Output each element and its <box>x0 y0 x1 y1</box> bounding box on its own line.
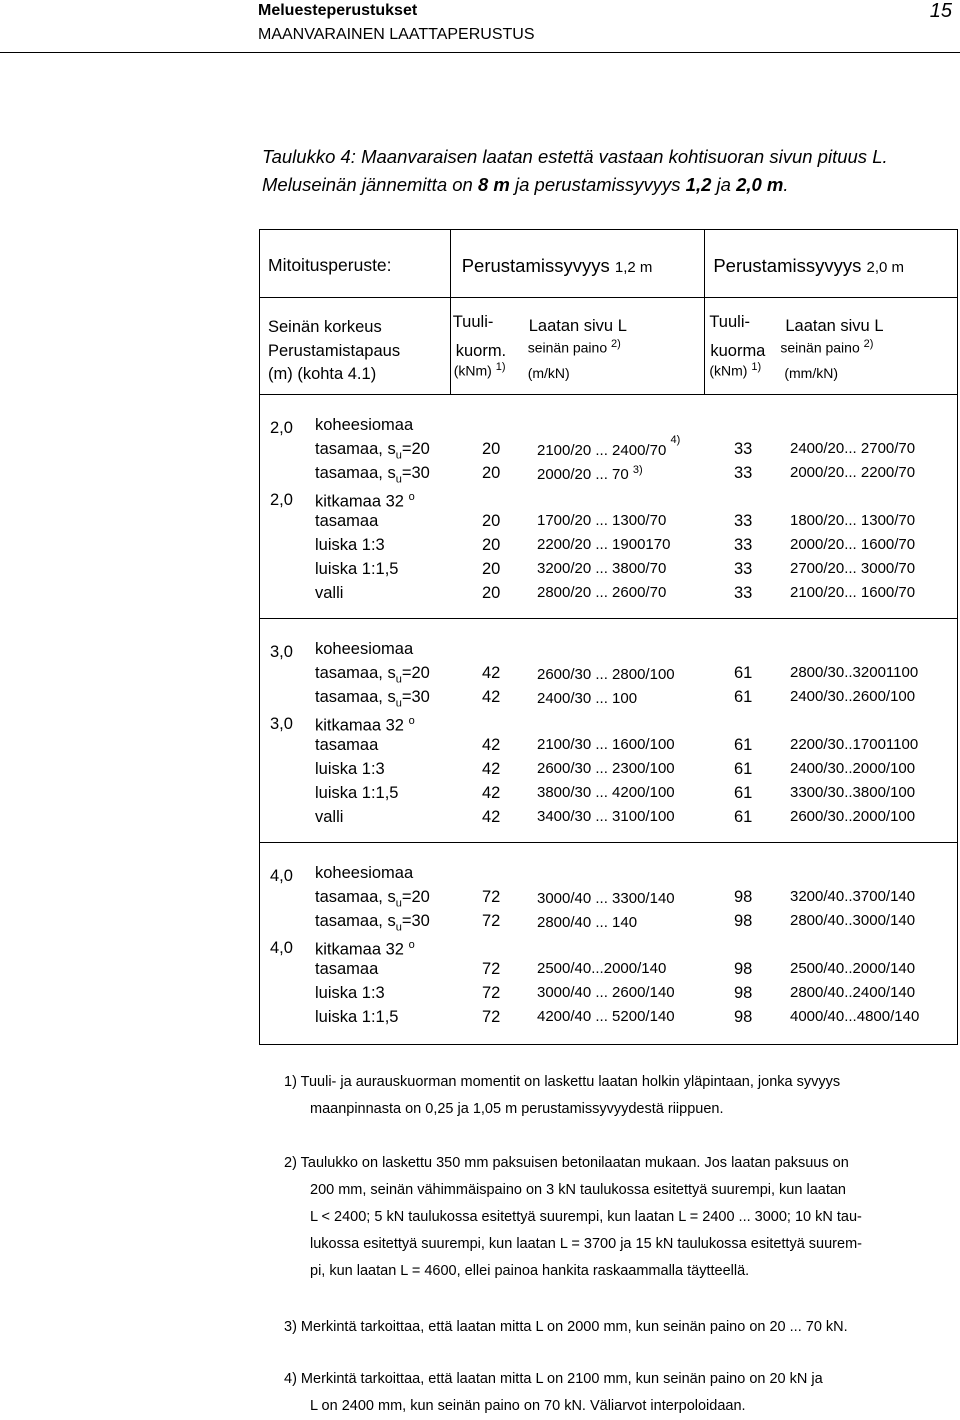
slab-side-12: 2600/30 ... 2300/100 <box>537 760 675 777</box>
block-h30 <box>260 619 958 843</box>
row-label: luiska 1:3 <box>315 984 385 1002</box>
wall-height-value: 4,0 <box>270 939 293 957</box>
wind-load-20: 33 <box>734 584 753 602</box>
row-label: tasamaa <box>315 960 379 978</box>
block-cell <box>260 843 958 1045</box>
slab-side-12: 2800/20 ... 2600/70 <box>537 584 667 601</box>
wall-height-value: 3,0 <box>270 715 293 733</box>
wind-load-20: 61 <box>734 688 753 706</box>
row-su30-label: tasamaa, $s_u=30$ <box>315 912 430 934</box>
row-su30-label: tasamaa, $s_u=30$ <box>315 464 430 486</box>
slab-side-12: 2200/20 ... 1900170 <box>537 536 671 553</box>
slab-side-20: 2200/30..17001100 <box>790 736 919 753</box>
header-20-subcols: Tuuli- kuorma (kNm) $^{1)}$ Laatan sivu L seinän paino $^{2)}$ (mm/kN) <box>705 298 958 395</box>
wind-load-12: 42 <box>482 688 501 706</box>
row-label: valli <box>315 808 344 826</box>
slab-side-20: 3200/40..3700/140 <box>790 888 916 905</box>
wind-load-20: 98 <box>734 960 753 978</box>
slab-side-20: 2400/20... 2700/70 <box>790 440 916 457</box>
document-subtitle: MAANVARAINEN LAATTAPERUSTUS <box>258 26 535 43</box>
slab-side-12: 2600/30 ... 2800/100 <box>537 666 675 683</box>
wind-load-12: 72 <box>482 984 501 1002</box>
friction-soil-label: kitkamaa 32 $^o$ <box>315 715 415 735</box>
wind-load-12: 72 <box>482 912 501 930</box>
wind-load-12: 20 <box>482 536 501 554</box>
table-caption-line2: Meluseinän jännemitta on 8 m ja perustamissyvyys 1,2 ja 2,0 m. <box>262 174 789 195</box>
wall-height-value: 3,0 <box>270 643 293 661</box>
header-depth-12-cell: Perustamissyvyys 1,2 m <box>450 230 705 298</box>
row-label: luiska 1:3 <box>315 536 385 554</box>
friction-soil-label: kitkamaa 32 $^o$ <box>315 939 415 959</box>
footnote-1: 1) Tuuli- ja aurauskuorman momentit on laskettu laatan holkin yläpintaan, jonka syvyys maanpinnasta on 0,25 ja 1,05 m perustamissyvyydestä riippuen. <box>284 1074 841 1117</box>
wind-load-12: 72 <box>482 888 501 906</box>
slab-side-12: 3000/40 ... 2600/140 <box>537 984 675 1001</box>
slab-side-12: 2100/20 ... 2400/70 $^{4)}$ <box>537 434 681 459</box>
wind-load-20: 33 <box>734 536 753 554</box>
header-criteria-cell: Mitoitusperuste: <box>260 230 451 298</box>
wind-load-12: 42 <box>482 736 501 754</box>
wind-load-12: 42 <box>482 784 501 802</box>
wind-load-20: 98 <box>734 984 753 1002</box>
row-label: tasamaa <box>315 736 379 754</box>
slab-side-20: 1800/20... 1300/70 <box>790 512 916 529</box>
slab-side-20: 2400/30..2000/100 <box>790 760 916 777</box>
cohesion-soil-label: koheesiomaa <box>315 416 414 434</box>
wind-load-12: 72 <box>482 1008 501 1026</box>
header-depth-20-cell: Perustamissyvyys 2,0 m <box>705 230 958 298</box>
wind-load-20: 61 <box>734 664 753 682</box>
table-caption-line1: Taulukko 4: Maanvaraisen laatan estettä vastaan kohtisuoran sivun pituus L. <box>262 146 888 167</box>
wind-load-12: 20 <box>482 584 501 602</box>
page-number: 15 <box>929 0 952 22</box>
row-su20-label: tasamaa, $s_u=20$ <box>315 664 430 686</box>
friction-soil-label: kitkamaa 32 $^o$ <box>315 491 415 511</box>
row-label: valli <box>315 584 344 602</box>
slab-side-20: 2600/30..2000/100 <box>790 808 916 825</box>
document-title: Meluesteperustukset <box>258 2 418 19</box>
slab-side-12: 3400/30 ... 3100/100 <box>537 808 675 825</box>
wind-load-20: 33 <box>734 440 753 458</box>
slab-side-20: 4000/40...4800/140 <box>790 1008 920 1025</box>
slab-side-20: 2800/40..3000/140 <box>790 912 916 929</box>
block-cell <box>260 395 958 619</box>
wind-load-20: 33 <box>734 560 753 578</box>
footnote-4: 4) Merkintä tarkoittaa, että laatan mitta L on 2100 mm, kun seinän paino on 20 kN ja L on 2400 mm, kun seinän paino on 70 kN. Väliarvot interpoloidaan. <box>284 1371 823 1414</box>
wall-height-value: 2,0 <box>270 419 293 437</box>
footnote-3: 3) Merkintä tarkoittaa, että laatan mitta L on 2000 mm, kun seinän paino on 20 ... 70 kN. <box>284 1319 848 1335</box>
block-h40 <box>260 843 958 1045</box>
slab-side-20: 3300/30..3800/100 <box>790 784 916 801</box>
wind-load-20: 61 <box>734 736 753 754</box>
wind-load-12: 20 <box>482 560 501 578</box>
slab-side-20: 2800/40..2400/140 <box>790 984 916 1001</box>
slab-side-12: 2800/40 ... 140 <box>537 914 638 931</box>
row-label: luiska 1:3 <box>315 760 385 778</box>
wind-load-12: 20 <box>482 440 501 458</box>
slab-side-12: 3800/30 ... 4200/100 <box>537 784 675 801</box>
wind-load-12: 20 <box>482 464 501 482</box>
dimension-table <box>259 229 958 1045</box>
wind-load-12: 20 <box>482 512 501 530</box>
slab-side-12: 1700/20 ... 1300/70 <box>537 512 667 529</box>
wind-load-20: 33 <box>734 464 753 482</box>
wind-load-12: 42 <box>482 808 501 826</box>
cohesion-soil-label: koheesiomaa <box>315 864 414 882</box>
row-label: luiska 1:1,5 <box>315 1008 399 1026</box>
slab-side-20: 2100/20... 1600/70 <box>790 584 916 601</box>
wind-load-20: 33 <box>734 512 753 530</box>
slab-side-20: 2000/20... 1600/70 <box>790 536 916 553</box>
cohesion-soil-label: koheesiomaa <box>315 640 414 658</box>
slab-side-12: 2500/40...2000/140 <box>537 960 667 977</box>
slab-side-20: 2500/40..2000/140 <box>790 960 916 977</box>
row-label: luiska 1:1,5 <box>315 784 399 802</box>
wind-load-12: 42 <box>482 760 501 778</box>
wind-load-20: 61 <box>734 784 753 802</box>
slab-side-20: 2000/20... 2200/70 <box>790 464 916 481</box>
wind-load-20: 61 <box>734 760 753 778</box>
wall-height-value: 2,0 <box>270 491 293 509</box>
wind-load-20: 98 <box>734 1008 753 1026</box>
wind-load-12: 72 <box>482 960 501 978</box>
wind-load-20: 98 <box>734 888 753 906</box>
row-su30-label: tasamaa, $s_u=30$ <box>315 688 430 710</box>
header-wall-height-cell: Seinän korkeus Perustamistapaus (m) (kohta 4.1) <box>260 298 451 395</box>
slab-side-20: 2800/30..32001100 <box>790 664 919 681</box>
row-label: tasamaa <box>315 512 379 530</box>
row-su20-label: tasamaa, $s_u=20$ <box>315 440 430 462</box>
slab-side-20: 2700/20... 3000/70 <box>790 560 916 577</box>
block-cell <box>260 619 958 843</box>
slab-side-12: 3200/20 ... 3800/70 <box>537 560 667 577</box>
wind-load-20: 98 <box>734 912 753 930</box>
wall-height-value: 4,0 <box>270 867 293 885</box>
block-h20 <box>260 395 958 619</box>
header-rule <box>0 52 960 53</box>
wind-load-12: 42 <box>482 664 501 682</box>
slab-side-20: 2400/30..2600/100 <box>790 688 916 705</box>
slab-side-12: 3000/40 ... 3300/140 <box>537 890 675 907</box>
row-label: luiska 1:1,5 <box>315 560 399 578</box>
slab-side-12: 2400/30 ... 100 <box>537 690 638 707</box>
footnote-2: 2) Taulukko on laskettu 350 mm paksuisen betonilaatan mukaan. Jos laatan paksuus on 200 mm, seinän vähimmäispaino on 3 kN taulukossa esitettyä suurempi, kun laatan L < 2400; 5 kN taulukossa esitettyä suurempi, kun laatan L = 2400 ... 3000; 10 kN tau- lukossa esitettyä suurempi, kun laatan L = 3700 ja 15 kN taulukossa esitettyä suurem- pi, kun laatan L = 4600, ellei painoa hankita raskaammalla täytteellä. <box>284 1155 862 1279</box>
wind-load-20: 61 <box>734 808 753 826</box>
header-12-subcols: Tuuli- kuorm. (kNm) $^{1)}$ Laatan sivu L seinän paino $^{2)}$ (m/kN) <box>450 298 705 395</box>
slab-side-12: 4200/40 ... 5200/140 <box>537 1008 675 1025</box>
row-su20-label: tasamaa, $s_u=20$ <box>315 888 430 910</box>
slab-side-12: 2100/30 ... 1600/100 <box>537 736 675 753</box>
slab-side-12: 2000/20 ... 70 $^{3)}$ <box>537 464 643 483</box>
